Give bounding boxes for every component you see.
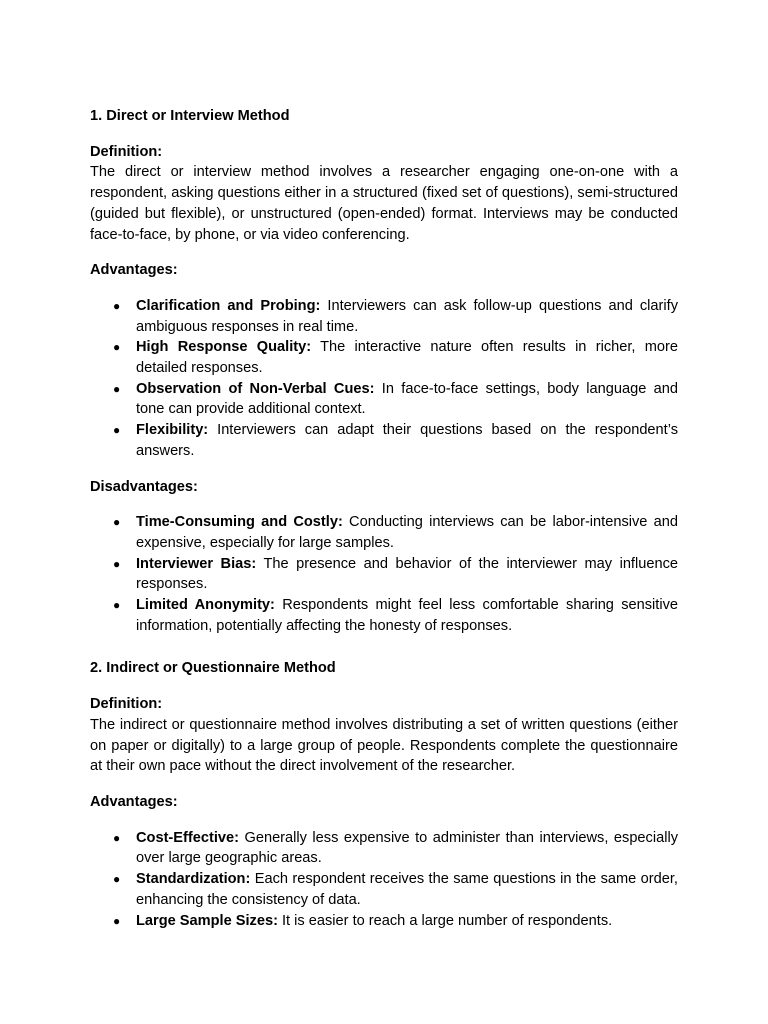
bullet-icon: ● — [113, 872, 121, 887]
list-item — [90, 911, 678, 932]
bullet-icon: ● — [113, 830, 121, 845]
list-item-term: Clarification and Probing: — [136, 297, 321, 314]
list-item — [90, 379, 678, 420]
list-item — [90, 828, 678, 869]
bullet-icon: ● — [113, 423, 121, 438]
list-item-term: Cost-Effective: — [136, 829, 239, 846]
bullet-icon: ● — [113, 598, 121, 613]
list-item-text: Each respondent receives the same questions in the same order, enhancing the consistency of data. — [136, 871, 678, 908]
list-item — [90, 337, 678, 378]
section-1-disadvantages-list — [90, 512, 678, 636]
list-item-text: Interviewers can adapt their questions based on the respondent’s answers. — [136, 422, 678, 459]
section-2-definition-label: Definition: — [90, 696, 163, 713]
list-item-term: Flexibility: — [136, 422, 209, 439]
list-item — [90, 512, 678, 553]
list-item-text: Interviewers can ask follow-up questions and clarify ambiguous responses in real time. — [136, 297, 678, 335]
bullet-icon: ● — [113, 913, 121, 928]
section-1-title: 1. Direct or Interview Method — [90, 108, 290, 124]
list-item-text: Conducting interviews can be labor-intensive and expensive, especially for large samples. — [136, 514, 678, 551]
list-item-term: Large Sample Sizes: — [136, 912, 278, 929]
list-item-text: The interactive nature often results in richer, more detailed responses. — [136, 339, 678, 377]
list-item — [90, 869, 678, 910]
list-item-text: Respondents might feel less comfortable sharing sensitive information, potentially affecting the honesty of responses. — [136, 597, 678, 634]
bullet-icon: ● — [113, 556, 121, 571]
list-item-term: High Response Quality: — [136, 339, 312, 356]
list-item — [90, 296, 678, 337]
document-page — [90, 106, 678, 931]
bullet-icon: ● — [113, 340, 121, 355]
list-item-text: The presence and behavior of the interviewer may influence responses. — [136, 555, 678, 593]
section-1-definition-label: Definition: — [90, 143, 163, 160]
list-item-term: Time-Consuming and Costly: — [136, 514, 343, 531]
list-item — [90, 554, 678, 595]
list-item-text: Generally less expensive to administer than interviews, especially over large geographic areas. — [136, 829, 678, 867]
section-2-advantages-list — [90, 828, 678, 932]
list-item — [90, 595, 678, 636]
section-1-definition-text: The direct or interview method involves a researcher engaging one-on-one with a respondent, asking questions either in a structured (fixed set of questions), semi-structured (guided but flexible), or unstructured (open-ended) format. Interviews may be conducted face-to-face, by phone, or via video conferencing. — [90, 164, 678, 243]
list-item-term: Limited Anonymity: — [136, 597, 275, 614]
bullet-icon: ● — [113, 298, 121, 313]
section-1-advantages-list — [90, 296, 678, 462]
bullet-icon: ● — [113, 515, 121, 530]
section-2-definition-text: The indirect or questionnaire method involves distributing a set of written questions (either on paper or digitally) to a large group of people. Respondents complete the questionnaire at their own pace without the direct involvement of the researcher. — [90, 716, 678, 775]
list-item-text: It is easier to reach a large number of respondents. — [277, 912, 613, 929]
list-item-text: In face-to-face settings, body language and tone can provide additional context. — [136, 380, 678, 418]
list-item — [90, 420, 678, 461]
list-item-term: Observation of Non-Verbal Cues: — [136, 380, 375, 397]
section-1-disadvantages-label: Disadvantages: — [90, 478, 198, 495]
list-item-term: Standardization: — [136, 871, 251, 888]
list-item-term: Interviewer Bias: — [136, 555, 257, 572]
section-1-advantages-label: Advantages: — [90, 262, 178, 279]
bullet-icon: ● — [113, 381, 121, 396]
section-2-advantages-label: Advantages: — [90, 793, 178, 810]
section-2-title: 2. Indirect or Questionnaire Method — [90, 660, 336, 677]
